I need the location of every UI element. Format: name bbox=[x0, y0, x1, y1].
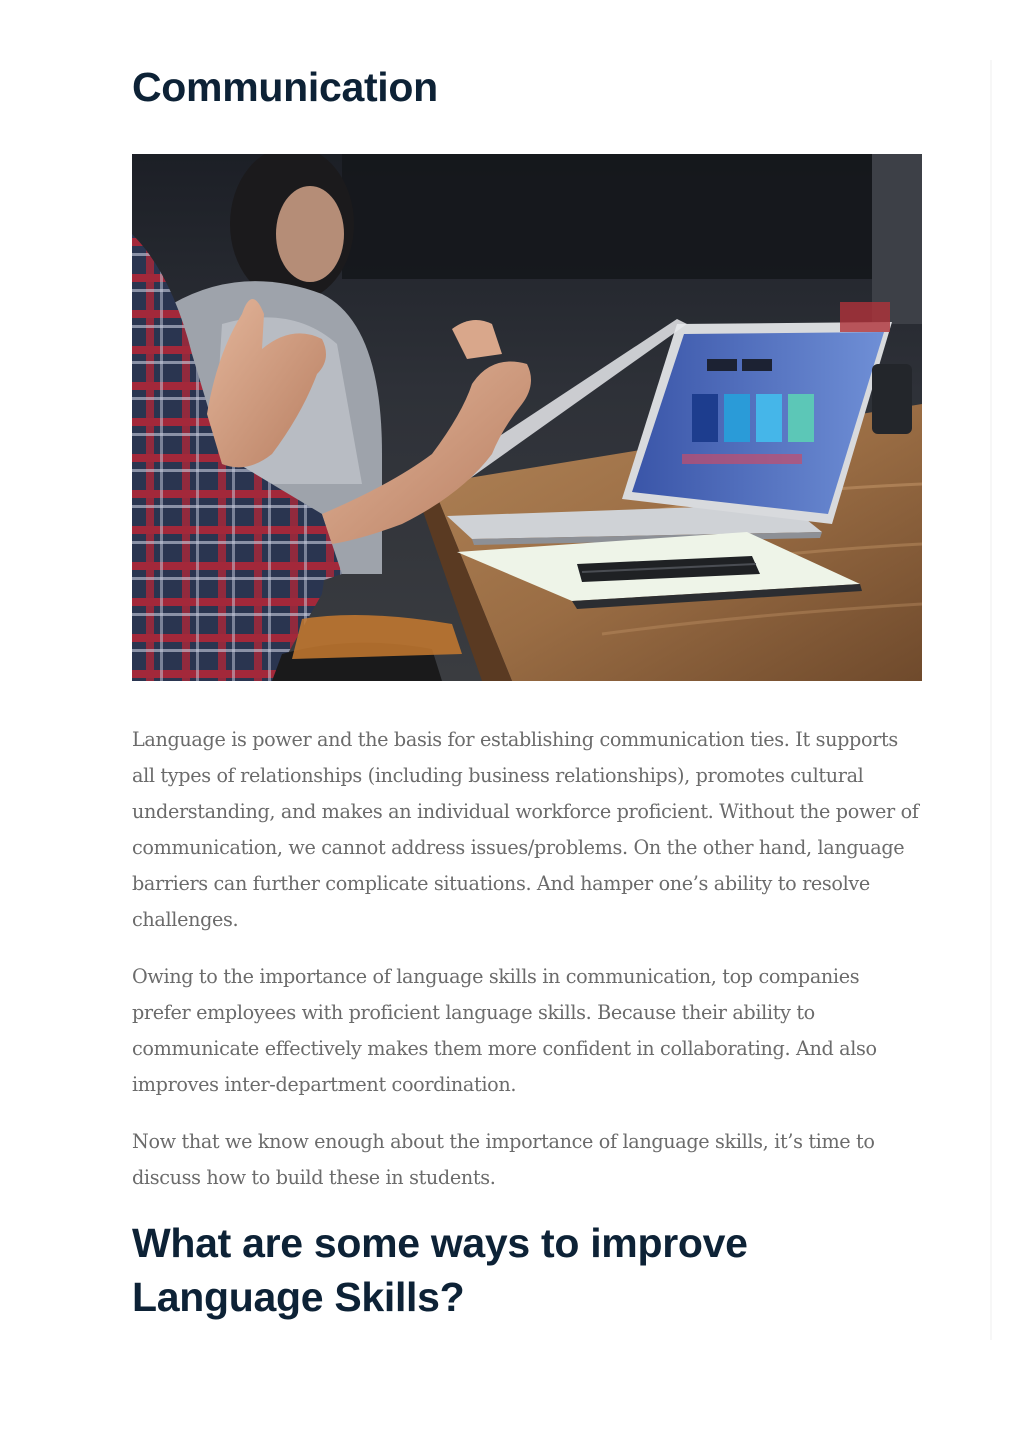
article-body bbox=[132, 722, 922, 1217]
page-edge-shadow bbox=[990, 60, 992, 1340]
section-heading: Communication bbox=[132, 64, 438, 110]
paragraph: Owing to the importance of language skills in communication, top companies prefer employees with proficient language skills. Because their ability to communicate effectively makes them more confident in collaborating. And also improves inter-department coordination. bbox=[132, 965, 877, 1096]
paragraph: Now that we know enough about the importance of language skills, it’s time to discuss how to build these in students. bbox=[132, 1130, 875, 1189]
subheading: What are some ways to improve Language Skills? bbox=[132, 1220, 748, 1320]
paragraph: Language is power and the basis for establishing communication ties. It supports all types of relationships (including business relationships), promotes cultural understanding, and makes an individual workforce proficient. Without the power of communication, we cannot address issues/problems. On the other hand, language barriers can further complicate situations. And hamper one’s ability to resolve challenges. bbox=[132, 728, 919, 931]
hero-photo bbox=[132, 154, 922, 681]
